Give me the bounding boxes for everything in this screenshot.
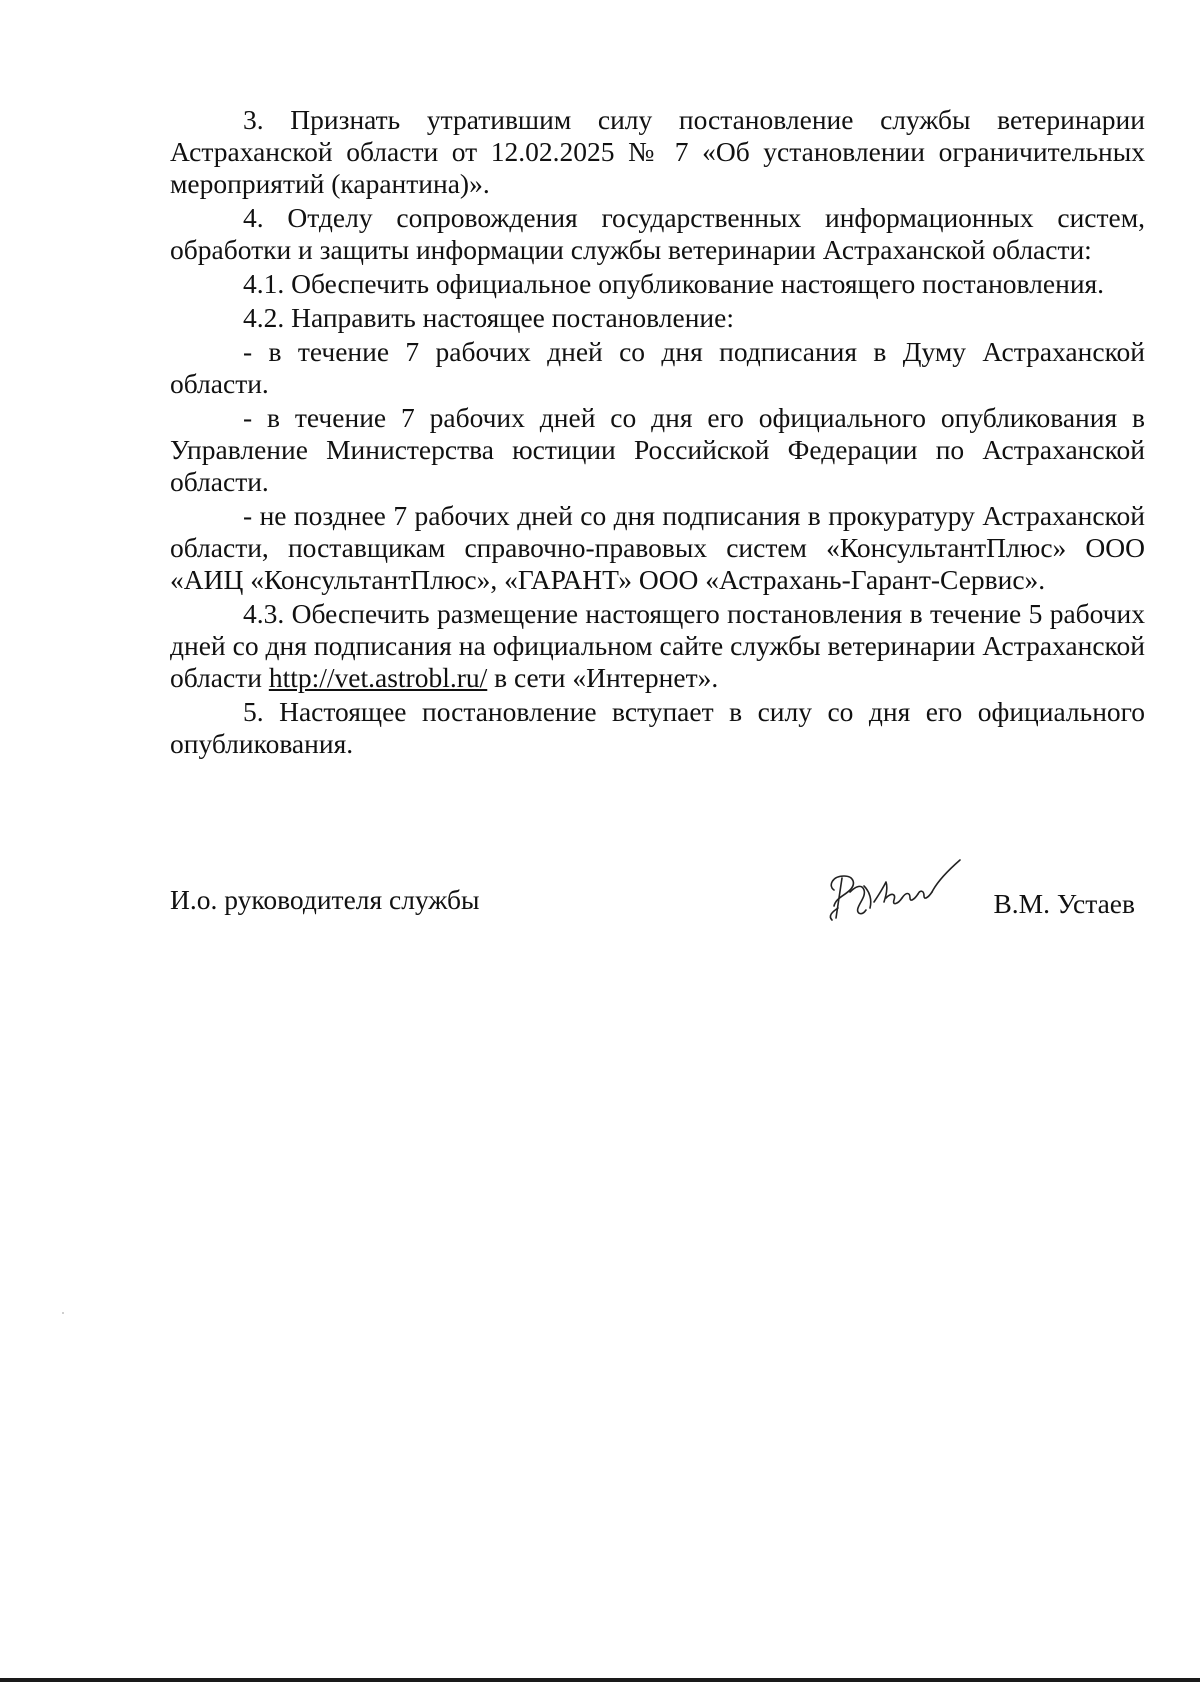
website-link[interactable]: http://vet.astrobl.ru/ (268, 662, 488, 693)
signature-block (170, 868, 1145, 948)
scan-artifact-dot (62, 1312, 64, 1314)
paragraph-4-3 (170, 598, 1145, 694)
paragraph-4-2: 4.2. Направить настоящее постановление: (243, 302, 734, 333)
signatory-position: И.о. руководителя службы (170, 884, 480, 915)
page-bottom-edge (0, 1678, 1200, 1682)
paragraph-4: 4. Отделу сопровождения государственных информационных систем, обработки и защиты информации службы ветеринарии Астраханской области: (170, 202, 1145, 265)
paragraph-4-3-text-before: 4.3. Обеспечить размещение настоящего постановления в течение 5 рабочих дней со дня подписания на официальном сайте службы ветеринарии Астраханской области (170, 598, 1145, 693)
document-body (170, 104, 1145, 762)
handwritten-signature (820, 846, 970, 936)
paragraph-4-2-ministry: - в течение 7 рабочих дней со дня его официального опубликования в Управление Министерства юстиции Российской Федерации по Астраханской области. (170, 402, 1145, 497)
paragraph-4-3-text-after: в сети «Интернет». (487, 662, 719, 693)
paragraph-4-2-prosecutor: - не позднее 7 рабочих дней со дня подписания в прокуратуру Астраханской области, поставщикам справочно-правовых систем «КонсультантПлюс» ООО «АИЦ «КонсультантПлюс», «ГАРАНТ» ООО «Астрахань-Гарант-Сервис». (170, 500, 1145, 595)
paragraph-4-1: 4.1. Обеспечить официальное опубликование настоящего постановления. (243, 268, 1105, 299)
signatory-name: В.М. Устаев (993, 888, 1135, 919)
paragraph-3: 3. Признать утратившим силу постановление службы ветеринарии Астраханской области от 12.02.2025 № 7 «Об установлении ограничительных мероприятий (карантина)». (170, 104, 1145, 199)
paragraph-5: 5. Настоящее постановление вступает в силу со дня его официального опубликования. (170, 696, 1145, 759)
paragraph-4-2-duma: - в течение 7 рабочих дней со дня подписания в Думу Астраханской области. (170, 336, 1145, 399)
